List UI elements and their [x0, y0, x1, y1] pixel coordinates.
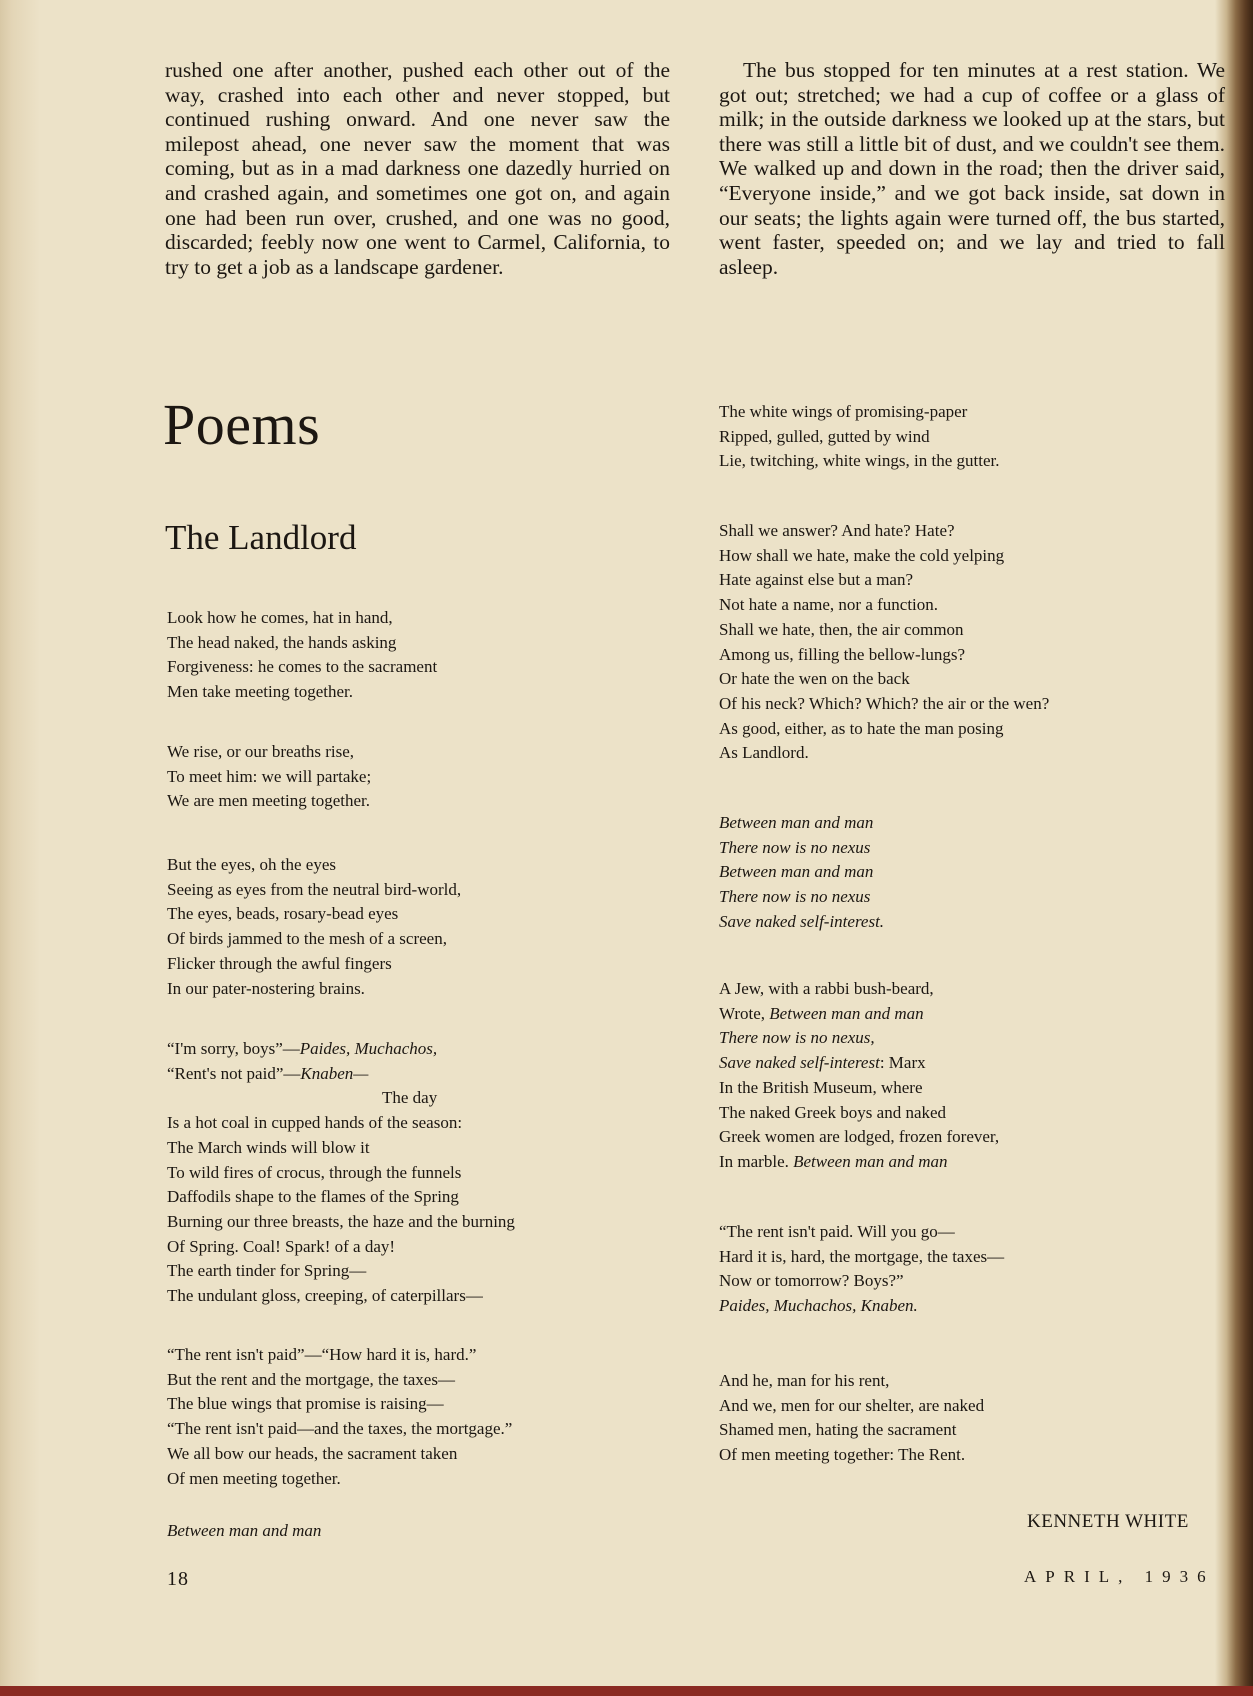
poem-line: Shall we hate, then, the air common [719, 619, 964, 639]
poem-line: Hard it is, hard, the mortgage, the taxes— [719, 1246, 1005, 1266]
poem-line: Or hate the wen on the back [719, 669, 910, 689]
stanza [719, 400, 999, 474]
poem-line: “The rent isn't paid—and the taxes, the mortgage.” [167, 1419, 513, 1439]
poem-title: The Landlord [165, 518, 357, 557]
poem-line: Men take meeting together. [167, 682, 353, 702]
poem-line: The earth tinder for Spring— [167, 1261, 367, 1281]
section-title: Poems [163, 392, 321, 457]
prose-column-right [719, 58, 1225, 279]
poem-line [167, 1037, 515, 1062]
poem-line: The day [382, 1088, 438, 1108]
poem-line-italic: Save naked self-interest. [719, 911, 885, 931]
poem-line: The eyes, beads, rosary-bead eyes [167, 904, 399, 924]
stanza [719, 519, 1049, 766]
line-text-italic: Knaben— [300, 1063, 369, 1083]
poem-line: But the rent and the mortgage, the taxes— [167, 1369, 455, 1389]
poem-line: In our pater-nostering brains. [167, 978, 365, 998]
page-bottom-edge [0, 1686, 1253, 1696]
poem-line [719, 1150, 999, 1175]
poem-line: The blue wings that promise is raising— [167, 1394, 444, 1414]
poem-line: How shall we hate, make the cold yelping [719, 545, 1005, 565]
poem-line: The naked Greek boys and naked [719, 1102, 947, 1122]
issue-date: APRIL, 1936 [1024, 1567, 1215, 1586]
poem-line: To wild fires of crocus, through the funnels [167, 1162, 462, 1182]
poem-line: Now or tomorrow? Boys?” [719, 1271, 904, 1291]
stanza [167, 1343, 512, 1491]
line-text: : Marx [879, 1053, 926, 1073]
poem-line: Lie, twitching, white wings, in the gutter. [719, 451, 1000, 471]
poem-line-italic: Paides, Muchachos, Knaben. [719, 1296, 918, 1316]
stanza [719, 977, 999, 1175]
stanza [719, 1220, 1004, 1319]
poem-line: Not hate a name, nor a function. [719, 595, 939, 615]
poem-line-italic: There now is no nexus [719, 837, 871, 857]
poem-line: Is a hot coal in cupped hands of the season: [167, 1113, 463, 1133]
refrain-stanza [719, 811, 884, 935]
poem-line [719, 1051, 999, 1076]
line-text-italic: Between man and man [769, 1003, 924, 1023]
poem-line: Shamed men, hating the sacrament [719, 1420, 957, 1440]
poem-line [719, 1002, 999, 1027]
line-text: “I'm sorry, boys”— [167, 1039, 300, 1058]
line-text-italic: Paides, Muchachos, [299, 1039, 438, 1058]
line-text: Wrote, [719, 1003, 770, 1023]
poem-line [167, 1062, 515, 1087]
poem-line-italic: Between man and man [167, 1521, 322, 1540]
book-gutter-shadow [0, 0, 40, 1696]
poem-line: To meet him: we will partake; [167, 766, 372, 786]
poem-line: Greek women are lodged, frozen forever, [719, 1127, 1000, 1147]
stanza [167, 740, 371, 814]
poem-line: Hate against else but a man? [719, 570, 914, 590]
poem-line: “The rent isn't paid. Will you go— [719, 1222, 955, 1241]
poem-line: Of men meeting together. [167, 1468, 341, 1488]
poem-line: Forgiveness: he comes to the sacrament [167, 657, 438, 677]
poem-line: As Landlord. [719, 743, 809, 763]
poem-line: In the British Museum, where [719, 1077, 923, 1097]
stanza [167, 853, 461, 1001]
line-text: In marble. [719, 1151, 794, 1171]
author-byline: KENNETH WHITE [1027, 1511, 1189, 1532]
poem-line: Of his neck? Which? Which? the air or the wen? [719, 693, 1050, 713]
prose-column-left [165, 58, 670, 279]
stanza [167, 1519, 321, 1544]
poem-line: The head naked, the hands asking [167, 632, 397, 652]
prose-paragraph: rushed one after another, pushed each other out of the way, crashed into each other and never stopped, but continued rushing onward. And one never saw the milepost ahead, one never saw the moment that was coming, but as in a mad darkness one dazedly hurried on and crashed again, and sometimes one got on, and again one had been run over, crushed, and one was no good, discarded; feebly now one went to Carmel, California, to try to get a job as a landscape gardener. [165, 58, 670, 279]
poem-line: And he, man for his rent, [719, 1371, 890, 1390]
poem-line: Daffodils shape to the flames of the Spring [167, 1187, 459, 1207]
stanza [719, 1369, 984, 1468]
poem-line: As good, either, as to hate the man posing [719, 718, 1004, 738]
poem-line-italic: Between man and man [719, 813, 874, 832]
poem-line: Look how he comes, hat in hand, [167, 608, 393, 627]
poem-line: The white wings of promising-paper [719, 402, 968, 421]
poem-line: Of Spring. Coal! Spark! of a day! [167, 1236, 396, 1256]
poem-line-italic: Between man and man [719, 862, 874, 882]
stanza [167, 606, 437, 705]
line-text-italic: Save naked self-interest [719, 1053, 880, 1073]
poem-line: We rise, or our breaths rise, [167, 742, 354, 761]
poem-line: “The rent isn't paid”—“How hard it is, hard.” [167, 1345, 477, 1364]
poem-line: Burning our three breasts, the haze and the burning [167, 1211, 515, 1231]
poem-line-italic: There now is no nexus [719, 887, 871, 907]
line-text: “Rent's not paid”— [167, 1063, 301, 1083]
poem-line: The March winds will blow it [167, 1137, 370, 1157]
stanza [167, 1037, 515, 1309]
line-text-italic: Between man and man [793, 1151, 948, 1171]
prose-paragraph: The bus stopped for ten minutes at a rest station. We got out; stretched; we had a cup of coffee or a glass of milk; in the outside darkness we looked up at the stars, but there was still a little bit of dust, and we couldn't see them. We walked up and down in the road; then the driver said, “Everyone inside,” and we got back inside, sat down in our seats; the lights again were turned off, the bus started, went faster, speeded on; and we lay and tried to fall asleep. [719, 58, 1225, 279]
page-number: 18 [167, 1568, 189, 1590]
poem-line: And we, men for our shelter, are naked [719, 1395, 985, 1415]
poem-line: Seeing as eyes from the neutral bird-world, [167, 879, 462, 899]
poem-line: But the eyes, oh the eyes [167, 855, 337, 874]
poem-line: Ripped, gulled, gutted by wind [719, 426, 930, 446]
poem-line: Of men meeting together: The Rent. [719, 1445, 966, 1465]
poem-line: Among us, filling the bellow-lungs? [719, 644, 966, 664]
poem-line: We are men meeting together. [167, 791, 371, 811]
poem-line: The undulant gloss, creeping, of caterpillars— [167, 1286, 483, 1306]
poem-line: Shall we answer? And hate? Hate? [719, 521, 955, 540]
poem-line: Of birds jammed to the mesh of a screen, [167, 929, 447, 949]
poem-line: Flicker through the awful fingers [167, 953, 392, 973]
poem-line: We all bow our heads, the sacrament taken [167, 1443, 458, 1463]
poem-line-italic: There now is no nexus, [719, 1028, 875, 1048]
poem-line: A Jew, with a rabbi bush-beard, [719, 979, 934, 998]
